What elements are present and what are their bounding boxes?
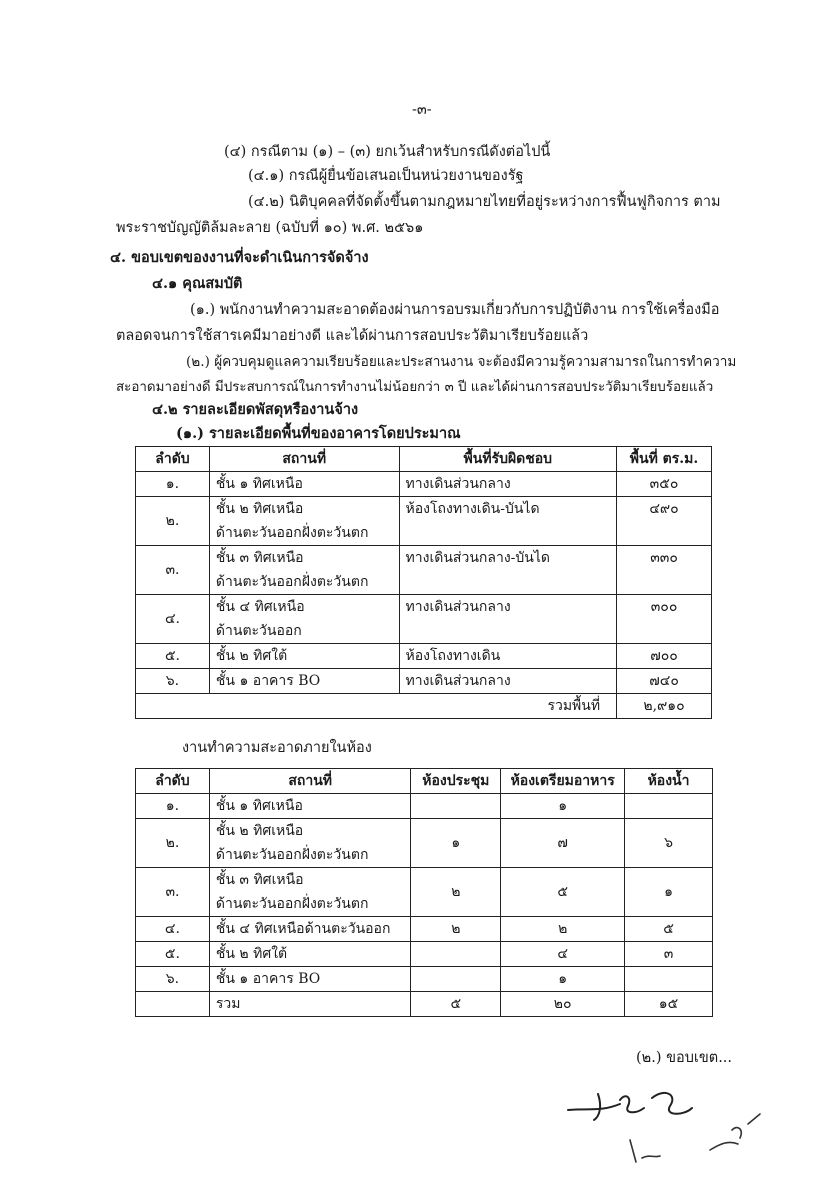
row-place <box>209 472 399 497</box>
table-row <box>136 967 713 992</box>
qualification-2: (๒.) ผู้ควบคุมดูแลความเรียบร้อยและประสานงาน จะต้องมีความรู้ความสามารถในการทำความ <box>186 354 737 370</box>
row-place <box>209 868 411 917</box>
qualification-1-cont: ตลอดจนการใช้สารเคมีมาอย่างดี และได้ผ่านการสอบประวัติมาเรียบร้อยแล้ว <box>116 328 589 344</box>
section-4-heading: ๔. ขอบเขตของงานที่จะดำเนินการจัดจ้าง <box>110 249 369 266</box>
place-line-1: ชั้น ๒ ทิศใต้ <box>215 946 288 962</box>
row-no: ๕. <box>136 644 210 669</box>
row-area: ๗๔๐ <box>617 669 712 694</box>
table-row <box>136 917 713 942</box>
table-row <box>136 472 712 497</box>
place-line-1: ชั้น ๒ ทิศเหนือ <box>215 823 304 839</box>
room-table <box>135 768 713 1017</box>
row-area: ๔๙๐ <box>617 497 712 546</box>
section-4-2-1-heading: (๑.) รายละเอียดพื้นที่ของอาคารโดยประมาณ <box>176 425 461 442</box>
row-no: ๒. <box>136 819 210 868</box>
clause-4-2-cont: พระราชบัญญัติล้มละลาย (ฉบับที่ ๑๐) พ.ศ. ๒๕๖๑ <box>116 220 424 236</box>
row-responsibility: ทางเดินส่วนกลาง <box>399 595 617 644</box>
place-line-1: ชั้น ๑ ทิศเหนือ <box>215 798 303 814</box>
row-responsibility: ทางเดินส่วนกลาง <box>399 669 617 694</box>
row-place <box>209 546 399 595</box>
row-area: ๓๕๐ <box>617 472 712 497</box>
signature-2 <box>620 1110 770 1170</box>
col-header-place: สถานที่ <box>209 447 399 472</box>
row-meeting: ๒ <box>411 868 501 917</box>
place-line-2: ด้านตะวันออกฝั่งตะวันตก <box>215 847 369 863</box>
table-header-row <box>136 769 713 794</box>
col-header-prep: ห้องเตรียมอาหาร <box>501 769 625 794</box>
clause-4-1: (๔.๑) กรณีผู้ยื่นข้อเสนอเป็นหน่วยงานของรัฐ <box>248 168 524 184</box>
place-line-1: ชั้น ๔ ทิศเหนือ <box>215 599 305 615</box>
place-line-1: ชั้น ๒ ทิศเหนือ <box>215 501 304 517</box>
section-4-1-heading: ๔.๑ คุณสมบัติ <box>152 275 243 292</box>
place-line-2: ด้านตะวันออกฝั่งตะวันตก <box>215 574 369 590</box>
place-line-2: ด้านตะวันออก <box>215 623 302 639</box>
row-prep: ๔ <box>501 942 625 967</box>
row-restroom: ๓ <box>625 942 713 967</box>
total-label: รวมพื้นที่ <box>136 694 617 719</box>
inroom-heading: งานทำความสะอาดภายในห้อง <box>182 740 372 756</box>
row-meeting <box>411 942 501 967</box>
row-place <box>209 917 411 942</box>
row-place <box>209 794 411 819</box>
total-meeting: ๕ <box>411 992 501 1017</box>
row-no: ๔. <box>136 917 210 942</box>
row-responsibility: ทางเดินส่วนกลาง-บันได <box>399 546 617 595</box>
row-prep: ๒ <box>501 917 625 942</box>
table-row <box>136 644 712 669</box>
qualification-1: (๑.) พนักงานทำความสะอาดต้องผ่านการอบรมเกี่ยวกับการปฏิบัติงาน การใช้เครื่องมือ <box>190 302 720 318</box>
col-header-place: สถานที่ <box>209 769 411 794</box>
continuation-note: (๒.) ขอบเขต... <box>636 1050 733 1066</box>
row-no: ๑. <box>136 794 210 819</box>
col-header-responsibility: พื้นที่รับผิดชอบ <box>399 447 617 472</box>
table-row <box>136 819 713 868</box>
table-header-row <box>136 447 712 472</box>
row-responsibility: ทางเดินส่วนกลาง <box>399 472 617 497</box>
qualification-2-cont: สะอาดมาอย่างดี มีประสบการณ์ในการทำงานไม่น้อยกว่า ๓ ปี และได้ผ่านการสอบประวัติมาเรียบร้อยแล้ว <box>116 380 714 395</box>
clause-4: (๔) กรณีตาม (๑) – (๓) ยกเว้นสำหรับกรณีดังต่อไปนี้ <box>224 144 551 160</box>
place-line-2: ด้านตะวันออกฝั่งตะวันตก <box>215 896 369 912</box>
table-row <box>136 497 712 546</box>
row-place <box>209 497 399 546</box>
col-header-area: พื้นที่ ตร.ม. <box>617 447 712 472</box>
row-meeting <box>411 967 501 992</box>
clause-4-2: (๔.๒) นิติบุคคลที่จัดตั้งขึ้นตามกฎหมายไทยที่อยู่ระหว่างการฟื้นฟูกิจการ ตาม <box>248 194 721 210</box>
place-line-1: ชั้น ๔ ทิศเหนือด้านตะวันออก <box>215 921 391 937</box>
row-prep: ๕ <box>501 868 625 917</box>
row-no: ๖. <box>136 669 210 694</box>
row-no: ๔. <box>136 595 210 644</box>
row-responsibility: ห้องโถงทางเดิน-บันได <box>399 497 617 546</box>
table-row <box>136 546 712 595</box>
row-restroom <box>625 967 713 992</box>
table-row <box>136 794 713 819</box>
row-prep: ๗ <box>501 819 625 868</box>
table-row <box>136 942 713 967</box>
place-line-1: ชั้น ๓ ทิศเหนือ <box>215 550 304 566</box>
row-meeting: ๑ <box>411 819 501 868</box>
table-total-row <box>136 694 712 719</box>
row-no: ๖. <box>136 967 210 992</box>
place-line-2: ด้านตะวันออกฝั่งตะวันตก <box>215 525 369 541</box>
row-restroom: ๕ <box>625 917 713 942</box>
row-area: ๓๐๐ <box>617 595 712 644</box>
row-meeting <box>411 794 501 819</box>
total-label: รวม <box>209 992 411 1017</box>
place-line-1: ชั้น ๑ ทิศเหนือ <box>215 476 303 492</box>
row-place <box>209 819 411 868</box>
place-line-1: ชั้น ๓ ทิศเหนือ <box>215 872 304 888</box>
table-row <box>136 868 713 917</box>
row-place <box>209 942 411 967</box>
row-no: ๕. <box>136 942 210 967</box>
row-restroom <box>625 794 713 819</box>
row-no: ๓. <box>136 546 210 595</box>
row-no: ๒. <box>136 497 210 546</box>
table-row <box>136 595 712 644</box>
row-place <box>209 967 411 992</box>
row-place <box>209 669 399 694</box>
page-number: -๓- <box>412 102 432 118</box>
total-prep: ๒๐ <box>501 992 625 1017</box>
area-table <box>135 446 712 719</box>
total-restroom: ๑๕ <box>625 992 713 1017</box>
col-header-meeting: ห้องประชุม <box>411 769 501 794</box>
total-value: ๒,๙๑๐ <box>617 694 712 719</box>
row-meeting: ๒ <box>411 917 501 942</box>
row-prep: ๑ <box>501 794 625 819</box>
place-line-1: ชั้น ๒ ทิศใต้ <box>215 648 288 664</box>
col-header-no: ลำดับ <box>136 447 210 472</box>
row-restroom: ๑ <box>625 868 713 917</box>
place-line-1: ชั้น ๑ อาคาร BO <box>215 673 321 689</box>
row-place <box>209 595 399 644</box>
table-row <box>136 669 712 694</box>
row-area: ๓๓๐ <box>617 546 712 595</box>
row-restroom: ๖ <box>625 819 713 868</box>
section-4-2-heading: ๔.๒ รายละเอียดพัสดุหรืองานจ้าง <box>152 401 359 418</box>
row-area: ๗๐๐ <box>617 644 712 669</box>
row-place <box>209 644 399 669</box>
col-header-restroom: ห้องน้ำ <box>625 769 713 794</box>
row-prep: ๑ <box>501 967 625 992</box>
row-no: ๑. <box>136 472 210 497</box>
col-header-no: ลำดับ <box>136 769 210 794</box>
table-total-row <box>136 992 713 1017</box>
row-no: ๓. <box>136 868 210 917</box>
place-line-1: ชั้น ๑ อาคาร BO <box>215 971 321 987</box>
row-responsibility: ห้องโถงทางเดิน <box>399 644 617 669</box>
